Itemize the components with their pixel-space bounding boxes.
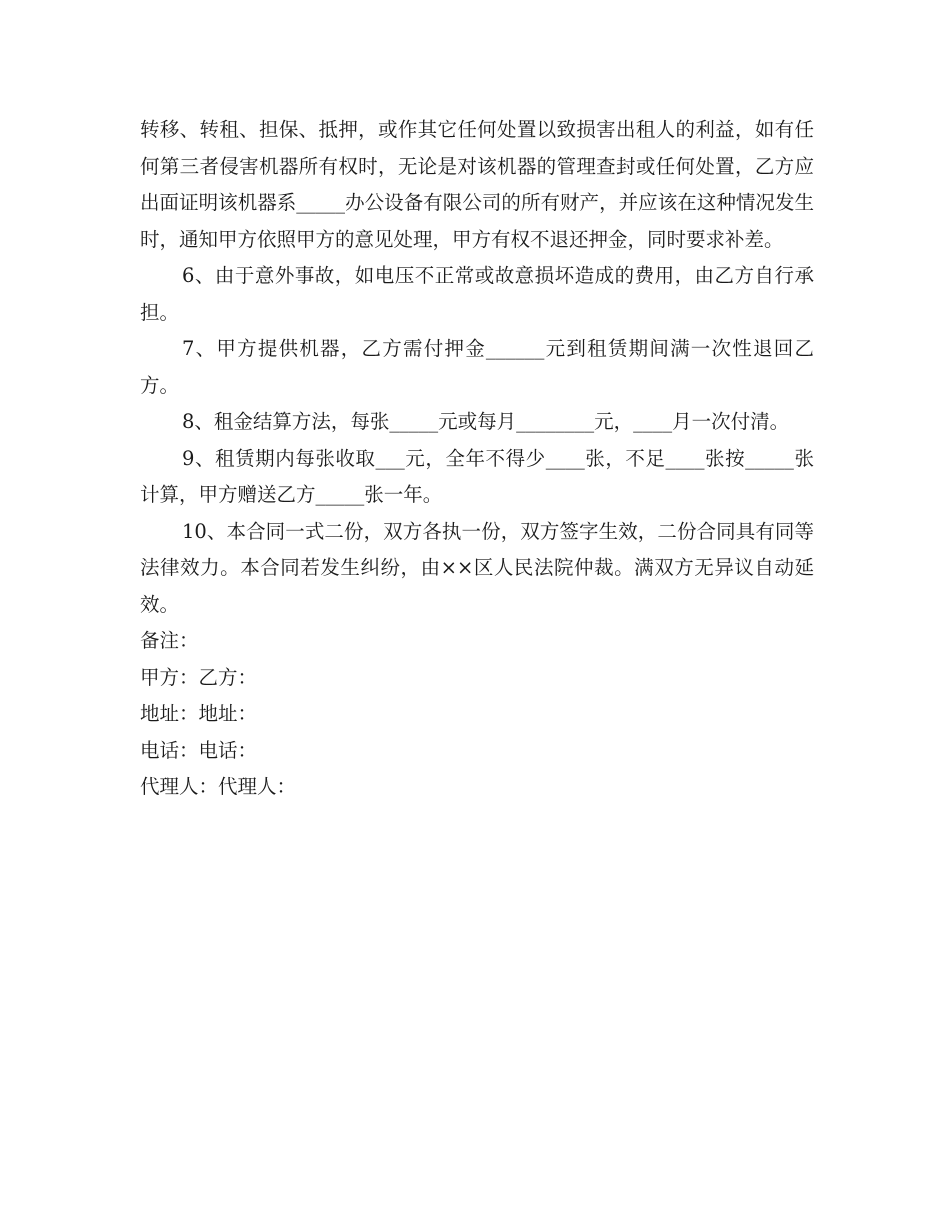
address-field: 地址：地址： <box>140 702 258 725</box>
clause-6: 6、由于意外事故，如电压不正常或故意损坏造成的费用，由乙方自行承担。 <box>140 264 814 324</box>
clause-9: 9、租赁期内每张收取___元，全年不得少____张，不足____张按_____张计算，甲方赠送乙方_____张一年。 <box>140 446 814 506</box>
clause-10: 10、本合同一式二份，双方各执一份，双方签字生效，二份合同具有同等法律效力。本合同若发生纠纷，由××区人民法院仲裁。满双方无异议自动延效。 <box>140 519 814 616</box>
agent-field: 代理人：代理人： <box>140 775 297 798</box>
clause-8: 8、租金结算方法，每张_____元或每月________元，____月一次付清。 <box>182 410 790 433</box>
remarks-field: 备注： <box>140 629 199 652</box>
phone-field: 电话：电话： <box>140 738 258 762</box>
paragraph-continued: 转移、转租、担保、抵押，或作其它任何处置以致损害出租人的利益，如有任何第三者侵害机器所有权时，无论是对该机器的管理查封或任何处置，乙方应出面证明该机器系_____办公设备有限公司的所有财产，并应该在这种情况发生时，通知甲方依照甲方的意见处理，甲方有权不退还押金，同时要求补差。 <box>140 118 814 251</box>
clause-7: 7、甲方提供机器，乙方需付押金______元到租赁期间满一次性退回乙方。 <box>140 337 814 397</box>
contract-body <box>140 112 814 806</box>
parties-field: 甲方：乙方： <box>140 665 258 689</box>
